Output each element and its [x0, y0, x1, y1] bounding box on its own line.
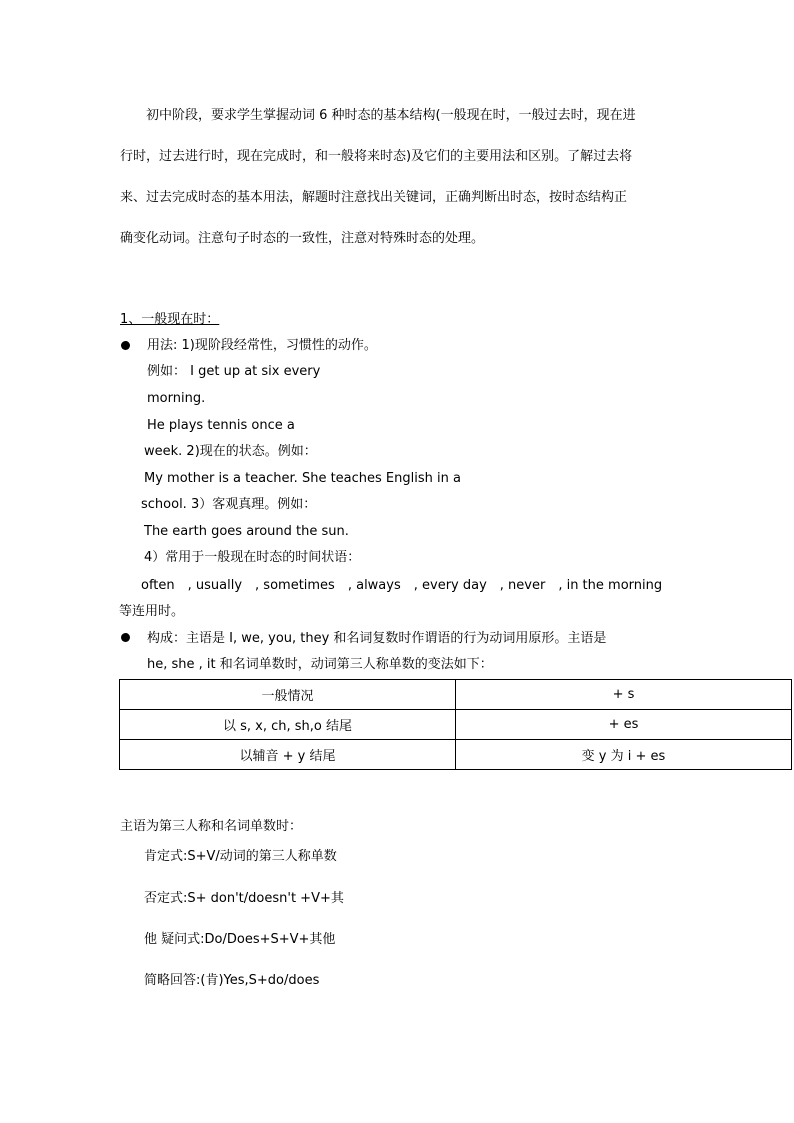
structure-line: he, she , it 和名词单数时，动词第三人称单数的变法如下：	[147, 657, 493, 672]
usage-line: My mother is a teacher. She teaches English in a	[144, 471, 461, 486]
usage-line: school. 3）客观真理。例如：	[141, 497, 317, 512]
usage-line: morning.	[147, 391, 206, 406]
bullet-icon	[121, 341, 130, 350]
table-row	[120, 740, 792, 770]
table-cell: + es	[456, 710, 792, 740]
usage-line: 等连用时。	[119, 604, 185, 619]
intro-line-2: 行时，过去进行时，现在完成时，和一般将来时态)及它们的主要用法和区别。了解过去将	[120, 149, 633, 164]
table-row	[120, 710, 792, 740]
table-cell: 以辅音 + y 结尾	[120, 740, 456, 770]
usage-line: week. 2)现在的状态。例如：	[144, 444, 317, 459]
table-cell: + s	[456, 680, 792, 710]
section-heading: 1、一般现在时：	[120, 312, 220, 327]
table-row	[120, 680, 792, 710]
intro-line-1: 初中阶段，要求学生掌握动词 6 种时态的基本结构(一般现在时，一般过去时，现在进	[120, 108, 636, 123]
form-line: 简略回答:(肯)Yes,S+do/does	[144, 973, 320, 988]
third-person-heading: 主语为第三人称和名词单数时：	[120, 819, 303, 834]
form-line: 否定式:S+ don't/doesn't +V+其	[144, 891, 344, 906]
table-cell: 一般情况	[120, 680, 456, 710]
intro-line-4: 确变化动词。注意句子时态的一致性，注意对特殊时态的处理。	[120, 231, 485, 246]
usage-line: 例如： I get up at six every	[147, 364, 321, 379]
form-line: 他 疑问式:Do/Does+S+V+其他	[144, 932, 336, 947]
table-cell: 变 y 为 i + es	[456, 740, 792, 770]
intro-line-3: 来、过去完成时态的基本用法，解题时注意找出关键词，正确判断出时态，按时态结构正	[120, 190, 628, 205]
structure-line: 构成：主语是 I, we, you, they 和名词复数时作谓语的行为动词用原形。主语是	[147, 631, 607, 646]
form-line: 肯定式:S+V/动词的第三人称单数	[144, 849, 337, 864]
usage-line: 用法: 1)现阶段经常性，习惯性的动作。	[147, 338, 377, 353]
usage-line: The earth goes around the sun.	[144, 524, 349, 539]
bullet-icon	[121, 633, 130, 642]
conjugation-table	[119, 679, 792, 770]
usage-line: He plays tennis once a	[147, 418, 295, 433]
usage-line: 4）常用于一般现在时态的时间状语：	[144, 550, 361, 565]
usage-line: often , usually , sometimes , always , every day , never , in the morning	[141, 578, 663, 593]
table-cell: 以 s, x, ch, sh,o 结尾	[120, 710, 456, 740]
